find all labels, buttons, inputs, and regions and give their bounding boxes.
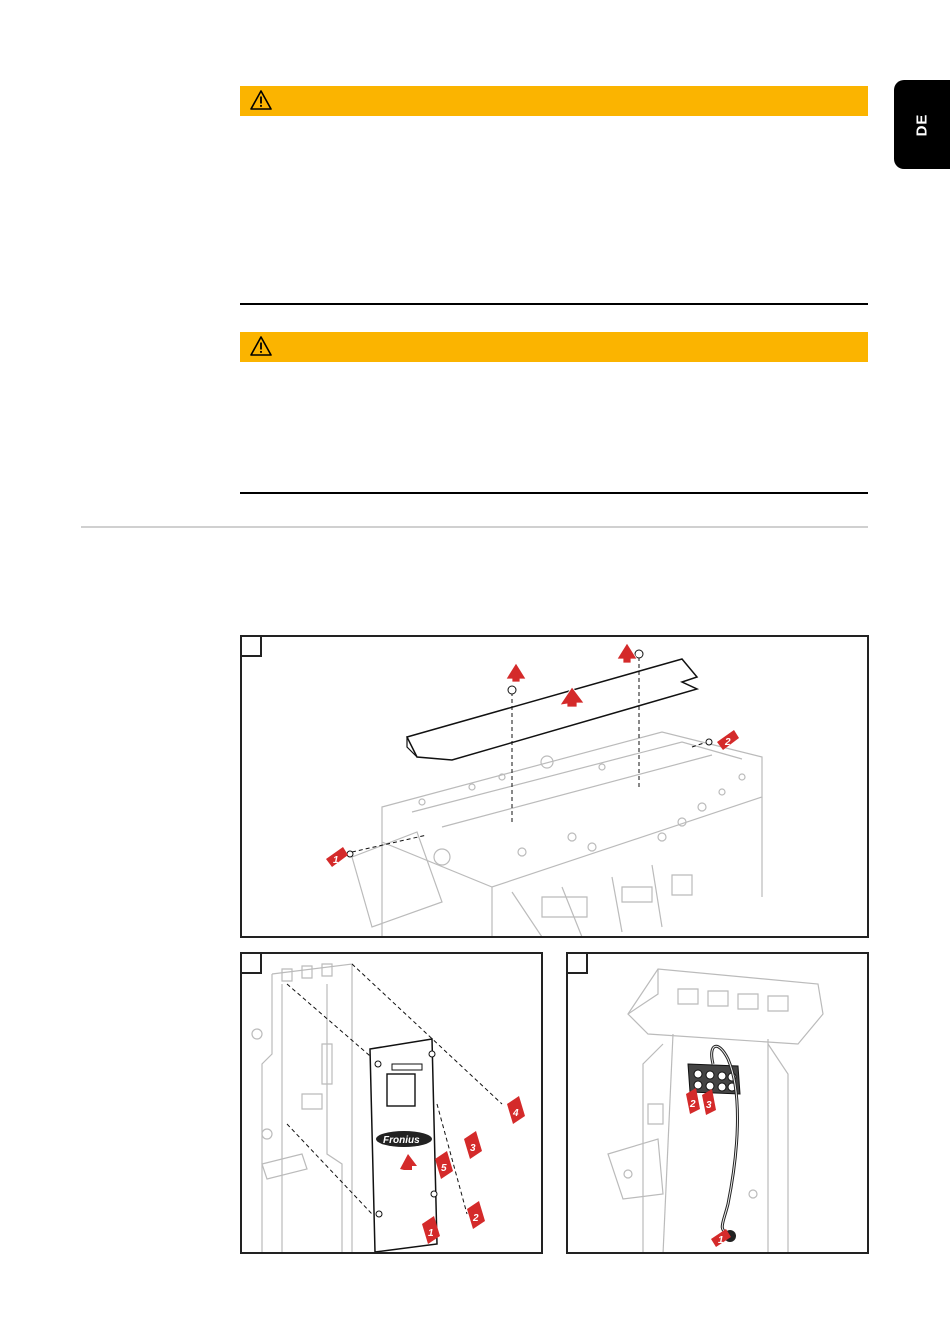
figure-3-illustration xyxy=(568,954,869,1254)
fronius-logo xyxy=(376,1131,432,1147)
svg-text:3: 3 xyxy=(470,1143,476,1154)
warning-bar-2 xyxy=(240,332,868,362)
figure-1 xyxy=(240,635,869,938)
figure-number-2 xyxy=(242,954,262,974)
figure-3 xyxy=(566,952,869,1254)
section-divider xyxy=(81,526,868,528)
figure-2-illustration xyxy=(242,954,543,1254)
warning-bar-1 xyxy=(240,86,868,116)
callout-arrow-1 xyxy=(326,847,348,867)
figure-number-3 xyxy=(568,954,588,974)
warning-triangle-icon xyxy=(250,336,272,356)
svg-text:1: 1 xyxy=(718,1235,724,1246)
language-tab-label: DE xyxy=(913,113,931,136)
callout-number: 1 xyxy=(333,855,339,866)
callout-arrow-5 xyxy=(435,1151,453,1179)
language-tab xyxy=(894,80,950,169)
svg-text:2: 2 xyxy=(473,1213,479,1224)
callout-arrow-4 xyxy=(507,1096,525,1124)
warning-triangle-icon xyxy=(250,90,272,110)
callout-arrow-2 xyxy=(467,1201,485,1229)
callout-number: 2 xyxy=(725,737,731,748)
figure-number-1 xyxy=(242,637,262,657)
svg-text:Fronius: Fronius xyxy=(383,1135,420,1146)
svg-text:4: 4 xyxy=(513,1108,519,1119)
svg-text:2: 2 xyxy=(690,1099,696,1110)
figure-1-illustration xyxy=(242,637,869,938)
svg-text:5: 5 xyxy=(441,1163,447,1174)
svg-text:1: 1 xyxy=(428,1228,434,1239)
callout-arrow-3 xyxy=(464,1131,482,1159)
warning-end-rule-2 xyxy=(240,492,868,494)
warning-end-rule-1 xyxy=(240,303,868,305)
figure-2 xyxy=(240,952,543,1254)
svg-text:3: 3 xyxy=(706,1100,712,1111)
